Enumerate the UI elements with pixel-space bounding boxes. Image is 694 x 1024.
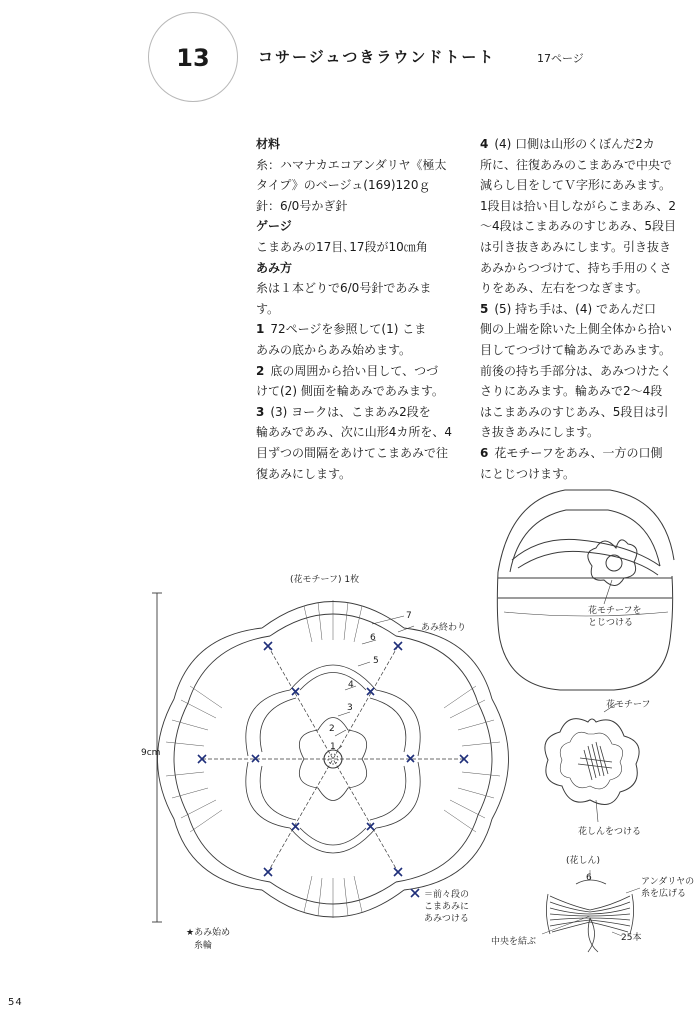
instruction-text: 72ページを参照して(1) こま bbox=[270, 322, 427, 337]
instruction-text: けて(2) 側面を輪あみであみます。 bbox=[256, 384, 444, 399]
strand-count-label: 25本 bbox=[621, 933, 642, 943]
motif-legend bbox=[424, 889, 469, 925]
row-number: 2 bbox=[329, 724, 335, 734]
instruction-text: 所に、往復あみのこまあみで中央で bbox=[480, 157, 673, 172]
instruction-text: 1段目は拾い目しながらこまあみ、2 bbox=[480, 198, 676, 213]
flower-center-title: (花しん) bbox=[566, 856, 601, 866]
instruction-text: 復あみにします。 bbox=[256, 466, 352, 481]
instruction-text: 輪あみであみ、次に山形4カ所を、4 bbox=[256, 425, 452, 440]
instruction-text: 針：6/0号かぎ針 bbox=[256, 198, 348, 213]
instruction-text: はこまあみのすじあみ、5段目は引 bbox=[480, 404, 669, 419]
instruction-text: は引き抜きあみにします。引き抜き bbox=[480, 239, 672, 254]
instruction-text: 目ずつの間隔をあけてこまあみで往 bbox=[256, 445, 449, 460]
bag-handle-outer bbox=[498, 490, 674, 572]
bag-yoke-line bbox=[512, 539, 660, 566]
motif-start-label bbox=[186, 927, 230, 953]
instruction-text: あみ方 bbox=[256, 260, 293, 275]
motif-end-label: あみ終わり bbox=[421, 623, 467, 633]
instruction-text: りをあみ、左右をつなぎます。 bbox=[480, 281, 648, 296]
step-number: 5 bbox=[480, 301, 489, 316]
chain-spokes bbox=[202, 646, 464, 872]
pattern-number: 13 bbox=[176, 44, 210, 72]
instruction-text: 底の周囲から拾い目して、つづ bbox=[270, 363, 439, 378]
spread-thread-label bbox=[641, 876, 694, 900]
instruction-text: タイプ》のベージュ(169)120ｇ bbox=[256, 178, 431, 193]
motif-legend-line-1: ＝前々段の bbox=[424, 890, 470, 900]
instruction-text: す。 bbox=[256, 301, 280, 316]
motif-legend-line-2: こまあみに bbox=[424, 902, 470, 912]
instruction-text: ゲージ bbox=[256, 219, 292, 234]
motif-legend-line-3: あみつける bbox=[424, 914, 469, 924]
instruction-text: さりにあみます。輪あみで2～4段 bbox=[480, 384, 663, 399]
row-number: 6 bbox=[370, 633, 376, 643]
instruction-text: き抜きあみにします。 bbox=[480, 425, 600, 440]
instruction-text: 前後の持ち手部分は、あみつけたく bbox=[480, 363, 672, 378]
step-number: 1 bbox=[256, 322, 265, 337]
flower-center-number: 6 bbox=[586, 873, 592, 883]
flower-motif-label: 花モチーフ bbox=[606, 700, 651, 710]
bag-body bbox=[497, 572, 672, 690]
instruction-text: 目してつづけて輪あみであみます。 bbox=[480, 342, 672, 357]
bag-attach-line-2: とじつける bbox=[588, 618, 634, 628]
instruction-text: 材料 bbox=[256, 137, 281, 151]
instruction-text: 減らし目をしてＶ字形にあみます。 bbox=[480, 178, 672, 193]
instruction-text: あみからつづけて、持ち手用のくさ bbox=[480, 260, 672, 275]
instruction-text: あみの底からあみ始めます。 bbox=[256, 342, 412, 357]
flower-illustration bbox=[545, 704, 639, 822]
bag-illustration bbox=[497, 490, 674, 690]
motif-start-line-1: ★あみ始め bbox=[186, 928, 231, 938]
motif-chart bbox=[152, 593, 509, 922]
instruction-text: こまあみの17目､17段が10㎝角 bbox=[256, 239, 428, 254]
legend-x-icon bbox=[411, 889, 419, 897]
step-number: 3 bbox=[256, 404, 265, 419]
page-number: 54 bbox=[8, 997, 23, 1008]
instruction-text: 花モチーフをあみ、一方の口側 bbox=[494, 445, 663, 460]
step-number: 4 bbox=[480, 137, 489, 151]
row-number: 7 bbox=[406, 611, 412, 621]
instruction-text: (4) 口側は山形のくぼんだ2カ bbox=[494, 137, 655, 151]
motif-start-line-2: 糸輪 bbox=[194, 941, 213, 951]
instruction-text: 側の上端を除いた上側全体から拾い bbox=[480, 322, 673, 337]
bag-attach-label bbox=[588, 605, 642, 629]
spread-thread-line-1: アンダリヤの bbox=[641, 877, 694, 887]
center-ring bbox=[324, 750, 342, 768]
instruction-text: (3) ヨークは、こまあみ2段を bbox=[270, 404, 431, 419]
step-number: 2 bbox=[256, 363, 265, 378]
row-number: 3 bbox=[347, 703, 353, 713]
instruction-text: ～4段はこまあみのすじあみ、5段目 bbox=[480, 219, 676, 234]
pattern-title: コサージュつきラウンドトート bbox=[258, 48, 496, 66]
row-number: 4 bbox=[348, 680, 354, 690]
x-markers bbox=[198, 642, 468, 897]
spread-thread-line-2: 糸を広げる bbox=[641, 889, 687, 899]
motif-size-label: 9cm bbox=[141, 748, 161, 758]
motif-chart-title: (花モチーフ) 1枚 bbox=[290, 575, 360, 585]
flower-center-strands bbox=[578, 742, 612, 780]
tie-center-label: 中央を結ぶ bbox=[491, 937, 537, 947]
instruction-text: 糸は１本どりで6/0号針であみま bbox=[256, 281, 432, 296]
bag-attach-line-1: 花モチーフを bbox=[588, 606, 642, 616]
row-number: 5 bbox=[373, 656, 379, 666]
flower-center-attach-label: 花しんをつける bbox=[578, 827, 642, 837]
instruction-text: (5) 持ち手は、(4) であんだ口 bbox=[494, 301, 656, 316]
instruction-text: 糸：ハマナカエコアンダリヤ《極太 bbox=[256, 157, 447, 172]
bag-flower-motif bbox=[588, 540, 637, 604]
instruction-text: にとじつけます。 bbox=[480, 466, 576, 481]
step-number: 6 bbox=[480, 445, 489, 460]
page-reference: 17ページ bbox=[537, 52, 584, 65]
row-number: 1 bbox=[330, 742, 336, 752]
